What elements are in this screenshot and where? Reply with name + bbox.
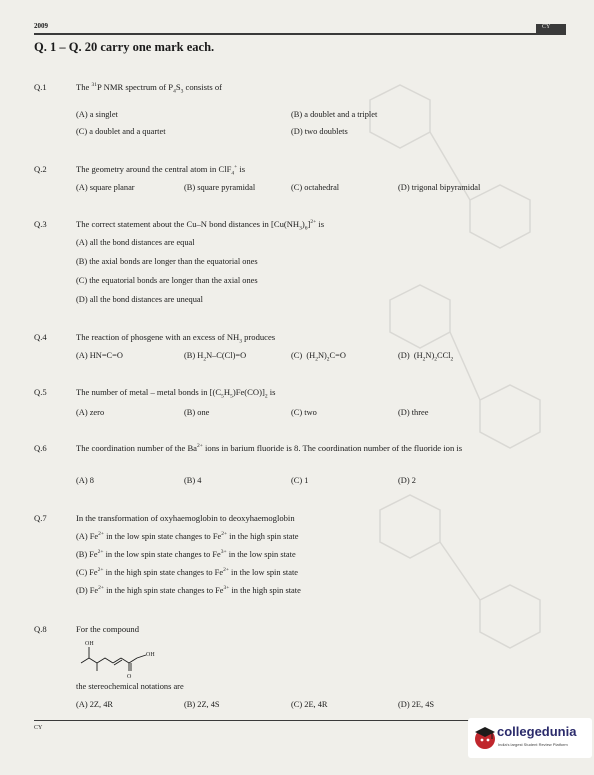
option-d: (D) three	[398, 408, 429, 417]
option-c: (C) 2E, 4R	[291, 700, 328, 709]
option-b: (B) square pyramidal	[184, 183, 256, 192]
section-title: Q. 1 – Q. 20 carry one mark each.	[34, 40, 215, 54]
question-text: The $^{31}$P NMR spectrum of $P_4S_3$ consists of	[76, 82, 223, 95]
question-number: Q.4	[34, 332, 47, 342]
o-label: O	[127, 674, 132, 679]
option-a: (A) square planar	[76, 183, 135, 192]
question-text: The number of metal – metal bonds in $[(C_5H_5)Fe(CO)]_2$ is	[76, 387, 276, 400]
option-a: (A) 8	[76, 476, 94, 485]
paper-code-bottom: CY	[34, 725, 43, 731]
option-a: (A) HN=C=O	[76, 351, 123, 360]
option-a: (A) all the bond distances are equal	[76, 238, 195, 247]
option-d: (D) trigonal bipyramidal	[398, 183, 481, 192]
option-a: (A) a singlet	[76, 110, 118, 119]
logo-text: collegedunia	[497, 724, 577, 739]
graduation-cap-icon	[472, 723, 498, 753]
option-c: (C) $Fe^{2+}$ in the high spin state changes to $Fe^{2+}$ in the low spin state	[76, 567, 299, 577]
oh-label-2: OH	[146, 652, 155, 658]
option-c: (C) $(H_2N)_2C=O$	[291, 351, 346, 363]
option-b: (B) $H_2N-C(Cl)=O$	[184, 351, 247, 363]
option-a: (A) 2Z, 4R	[76, 700, 113, 709]
option-c: (C) the equatorial bonds are longer than the axial ones	[76, 276, 258, 285]
paper-code-tag	[536, 24, 566, 33]
question-number: Q.7	[34, 513, 47, 523]
question-text: The reaction of phosgene with an excess of $NH_3$ produces	[76, 332, 276, 345]
oh-label-1: OH	[85, 641, 94, 647]
question-number: Q.8	[34, 624, 47, 634]
paper-code-top: CY	[542, 24, 551, 30]
option-d: (D) two doublets	[291, 127, 348, 136]
question-number: Q.5	[34, 387, 47, 397]
option-b: (B) a doublet and a triplet	[291, 110, 378, 119]
question-text: The correct statement about the Cu–N bond distances in $[Cu(NH_3)_6]^{2+}$ is	[76, 219, 325, 232]
option-b: (B) one	[184, 408, 210, 417]
question-number: Q.3	[34, 219, 47, 229]
exam-year: 2009	[34, 22, 48, 30]
option-d: (D) $(H_2N)_2CCl_2$	[398, 351, 454, 363]
question-text: In the transformation of oxyhaemoglobin to deoxyhaemoglobin	[76, 513, 295, 523]
question-text: The geometry around the central atom in ClF$_4$+ is	[76, 164, 246, 177]
compound-structure	[76, 637, 176, 679]
option-b: (B) $Fe^{2+}$ in the low spin state changes to $Fe^{3+}$ in the low spin state	[76, 549, 296, 559]
logo-tagline: India's largest Student Review Platform	[498, 742, 568, 747]
question-subtext: the stereochemical notations are	[76, 682, 184, 691]
option-d: (D) 2	[398, 476, 416, 485]
option-c: (C) two	[291, 408, 317, 417]
question-number: Q.1	[34, 82, 47, 92]
question-text: For the compound	[76, 624, 140, 634]
option-d: (D) 2E, 4S	[398, 700, 435, 709]
question-number: Q.6	[34, 443, 47, 453]
collegedunia-logo	[468, 718, 592, 758]
option-d: (D) all the bond distances are unequal	[76, 295, 203, 304]
option-c: (C) 1	[291, 476, 309, 485]
background-structures-watermark	[330, 40, 580, 660]
option-a: (A) zero	[76, 408, 105, 417]
option-d: (D) $Fe^{2+}$ in the high spin state changes to $Fe^{3+}$ in the high spin state	[76, 585, 301, 595]
option-a: (A) $Fe^{2+}$ in the low spin state changes to $Fe^{2+}$ in the high spin state	[76, 531, 299, 541]
header-rule	[34, 33, 566, 35]
option-c: (C) octahedral	[291, 183, 340, 192]
question-number: Q.2	[34, 164, 47, 174]
option-b: (B) 4	[184, 476, 202, 485]
option-c: (C) a doublet and a quartet	[76, 127, 166, 136]
option-b: (B) 2Z, 4S	[184, 700, 220, 709]
question-text: The coordination number of the $Ba^{2+}$ ions in barium fluoride is 8. The coordination number of the fluoride ion is	[76, 443, 463, 453]
option-b: (B) the axial bonds are longer than the equatorial ones	[76, 257, 258, 266]
